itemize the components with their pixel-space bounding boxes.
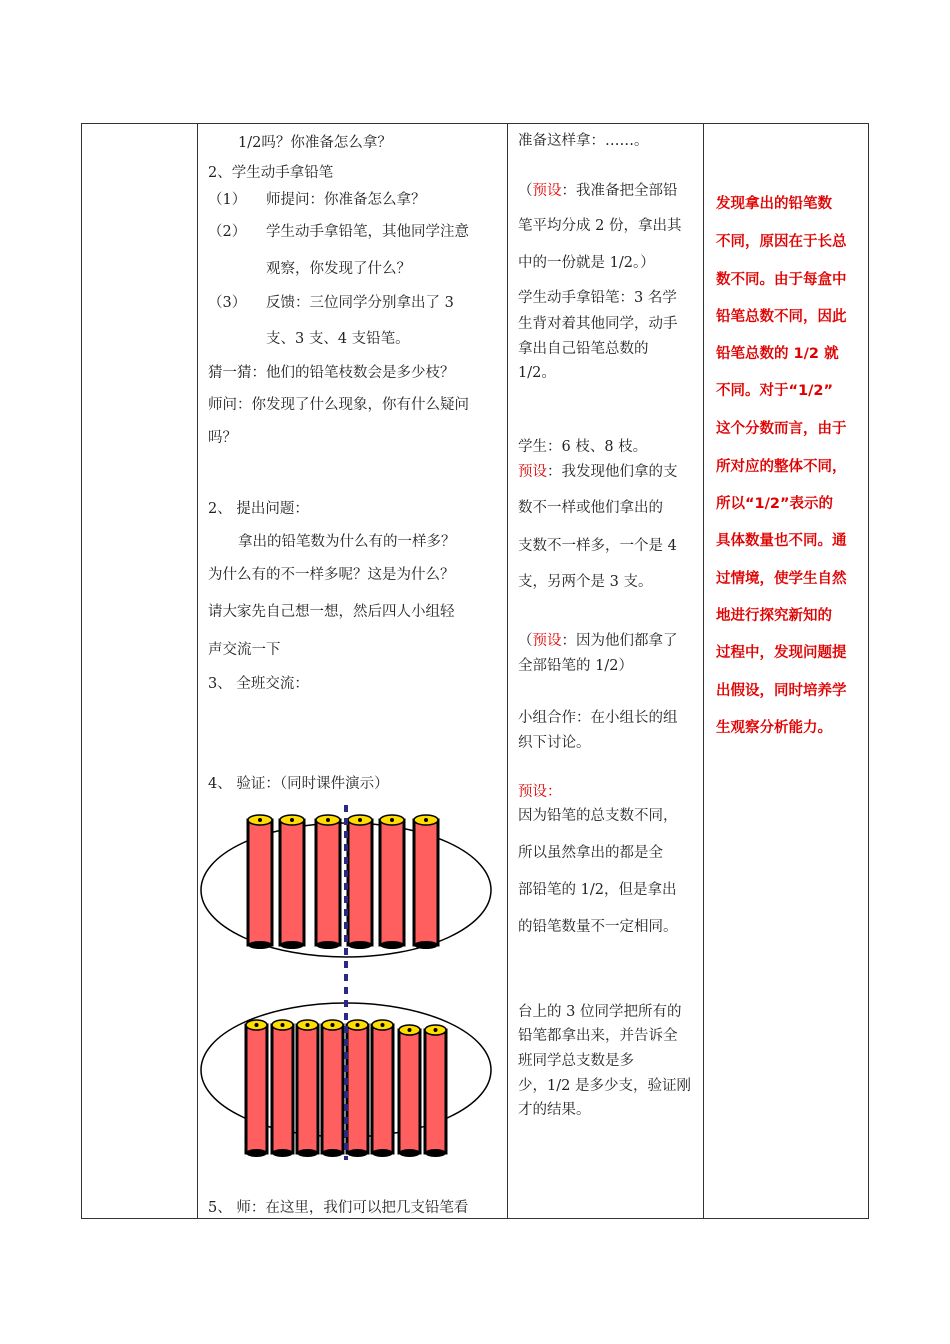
list-number: （2） xyxy=(208,224,247,240)
pencil xyxy=(347,1020,368,1157)
text-line: 部铅笔的 1/2，但是拿出 xyxy=(518,882,677,898)
pencil xyxy=(316,815,340,949)
text-line: 师提问：你准备怎么拿？ xyxy=(266,192,426,208)
text-line: 数不一样或他们拿出的 xyxy=(518,500,663,516)
text-line: 预设： xyxy=(518,784,562,800)
pencil xyxy=(348,815,372,949)
text-line: 所以“1/2”表示的 xyxy=(716,496,834,512)
text-line: 班同学总支数是多 xyxy=(518,1053,634,1069)
text-line: 预设：我发现他们拿的支 xyxy=(518,464,678,480)
text-line: 具体数量也不同。通 xyxy=(716,533,847,549)
text-line: 不同。对于“1/2” xyxy=(716,383,834,399)
pencil xyxy=(246,1020,267,1157)
text-line: 支数不一样多，一个是 4 xyxy=(518,538,677,554)
section-heading: 3、 全班交流： xyxy=(208,676,309,692)
text-line: 拿出的铅笔数为什么有的一样多？ xyxy=(238,534,456,550)
text-line: 地进行探究新知的 xyxy=(716,608,832,624)
text-line: 小组合作：在小组长的组 xyxy=(518,710,678,726)
text-line: 所对应的整体不同， xyxy=(716,459,847,475)
text-line: 才的结果。 xyxy=(518,1102,591,1118)
text-line: 声交流一下 xyxy=(208,642,281,658)
text-line: 请大家先自己想一想，然后四人小组轻 xyxy=(208,604,455,620)
text-line: 生背对着其他同学，动手 xyxy=(518,316,678,332)
text-line: 台上的 3 位同学把所有的 xyxy=(518,1004,682,1020)
text-line: 过情境，使学生自然 xyxy=(716,571,847,587)
text-line: 猜一猜：他们的铅笔枝数会是多少枝？ xyxy=(208,365,455,381)
text-line: 铅笔总数不同，因此 xyxy=(716,309,847,325)
pencil xyxy=(322,1020,343,1157)
text-line: 过程中，发现问题提 xyxy=(716,645,847,661)
text-line: 观察，你发现了什么？ xyxy=(266,261,411,277)
pencil xyxy=(372,1020,393,1157)
text-line: 织下讨论。 xyxy=(518,735,591,751)
list-number: （3） xyxy=(208,295,247,311)
pencil xyxy=(280,815,304,949)
text-line: 这个分数而言，由于 xyxy=(716,421,847,437)
text-line: 所以虽然拿出的都是全 xyxy=(518,845,663,861)
text-line: 生观察分析能力。 xyxy=(716,720,832,736)
section-heading: 2、 提出问题： xyxy=(208,501,309,517)
text-line: 支，另两个是 3 支。 xyxy=(518,574,653,590)
text-line: 不同，原因在于长总 xyxy=(716,234,847,250)
text-line: 笔平均分成 2 份，拿出其 xyxy=(518,218,682,234)
text-line: 全部铅笔的 1/2） xyxy=(518,658,633,674)
text-line: 5、 师：在这里，我们可以把几支铅笔看 xyxy=(208,1200,469,1216)
text-line: 铅笔总数的 1/2 就 xyxy=(716,346,839,362)
section-heading: 4、 验证：（同时课件演示） xyxy=(208,776,389,792)
pencil xyxy=(380,815,404,949)
text-line: 学生动手拿铅笔：3 名学 xyxy=(518,290,677,306)
text-line: 发现拿出的铅笔数 xyxy=(716,196,832,212)
text-line: 吗？ xyxy=(208,430,237,446)
text-line: 的铅笔数量不一定相同。 xyxy=(518,919,678,935)
pencil xyxy=(414,815,438,949)
pencil-illustration xyxy=(198,800,503,1170)
text-line: 少，1/2 是多少支，验证刚 xyxy=(518,1078,691,1094)
text-line: 学生：6 枝、8 枝。 xyxy=(518,439,648,455)
pencil xyxy=(248,815,272,949)
column-divider xyxy=(507,124,508,1218)
text-line: 学生动手拿铅笔，其他同学注意 xyxy=(266,224,469,240)
text-line: 出假设，同时培养学 xyxy=(716,683,847,699)
list-number: （1） xyxy=(208,192,247,208)
text-line: 1/2吗？你准备怎么拿？ xyxy=(238,135,392,151)
text-line: （预设：我准备把全部铅 xyxy=(518,183,678,199)
text-line: （预设：因为他们都拿了 xyxy=(518,633,678,649)
text-line: 为什么有的不一样多呢？这是为什么？ xyxy=(208,567,455,583)
text-line: 铅笔都拿出来，并告诉全 xyxy=(518,1028,678,1044)
pencil xyxy=(297,1020,318,1157)
text-line: 支、3 支、4 支铅笔。 xyxy=(266,331,410,347)
pencil xyxy=(399,1025,420,1157)
pencil xyxy=(272,1020,293,1157)
text-line: 准备这样拿：……。 xyxy=(518,133,649,149)
text-line: 1/2。 xyxy=(518,365,556,381)
text-line: 数不同。由于每盒中 xyxy=(716,272,847,288)
text-line: 反馈：三位同学分别拿出了 3 xyxy=(266,295,454,311)
text-line: 因为铅笔的总支数不同， xyxy=(518,808,678,824)
text-line: 2、学生动手拿铅笔 xyxy=(208,165,334,181)
text-line: 中的一份就是 1/2。） xyxy=(518,255,655,271)
column-divider xyxy=(703,124,704,1218)
text-line: 师问：你发现了什么现象，你有什么疑问 xyxy=(208,397,469,413)
lesson-table xyxy=(81,123,869,1219)
text-line: 拿出自己铅笔总数的 xyxy=(518,341,649,357)
pencil xyxy=(425,1025,446,1157)
